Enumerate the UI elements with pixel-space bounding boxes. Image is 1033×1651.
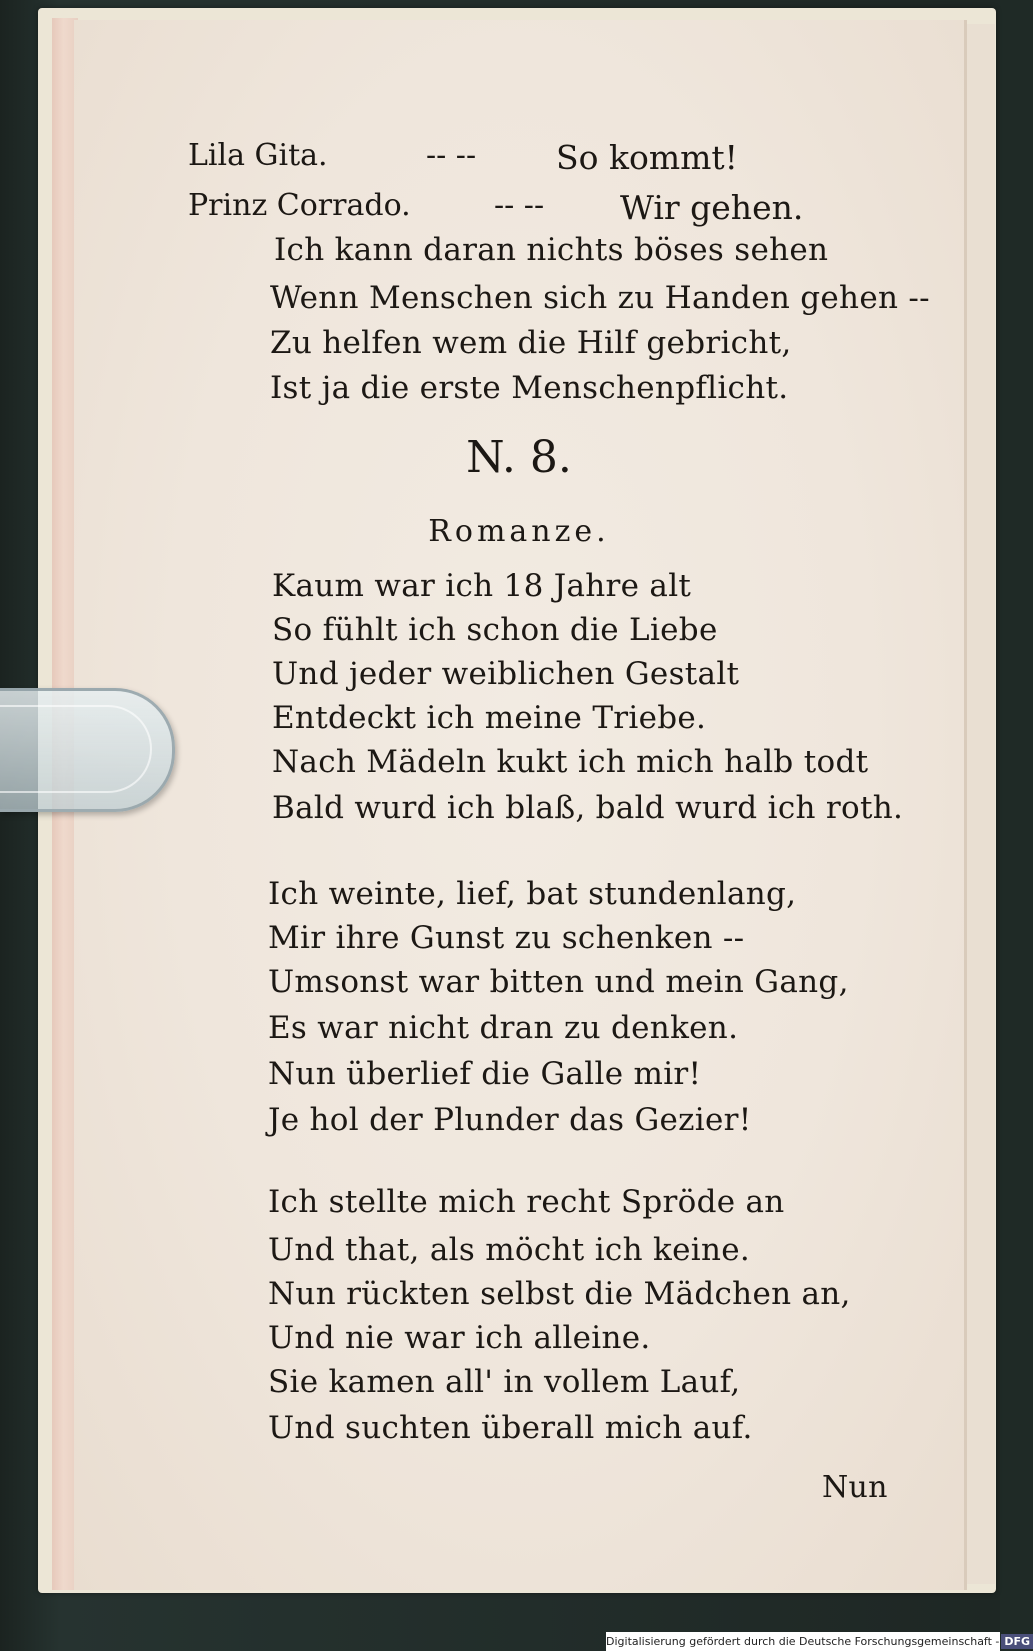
section-number: N. 8.: [466, 432, 572, 483]
stanza-3-line: Nun rückten selbst die Mädchen an,: [268, 1276, 851, 1312]
stanza-2-line: Ich weinte, lief, bat stundenlang,: [268, 876, 797, 912]
stanza-3-line: Und that, als möcht ich keine.: [268, 1232, 751, 1268]
verse-line: Ich kann daran nichts böses sehen: [274, 232, 829, 268]
stanza-3-line: Ich stellte mich recht Spröde an: [268, 1184, 785, 1220]
catchword: Nun: [822, 1470, 888, 1505]
stanza-2-line: Es war nicht dran zu denken.: [268, 1010, 739, 1046]
speaker-name: Lila Gita.: [188, 138, 328, 173]
book-page: [74, 20, 967, 1590]
page-clip-highlight: [0, 705, 152, 793]
verse-line: Ist ja die erste Menschenpflicht.: [270, 370, 789, 406]
stanza-1-line: Kaum war ich 18 Jahre alt: [272, 568, 692, 604]
speaker-speech: Wir gehen.: [620, 188, 804, 227]
digitization-credit: [606, 1632, 1031, 1651]
credit-text: Digitalisierung gefördert durch die Deutsche Forschungsgemeinschaft -: [606, 1635, 1000, 1648]
speaker-name: Prinz Corrado.: [188, 188, 411, 223]
stanza-3-line: Sie kamen all' in vollem Lauf,: [268, 1364, 741, 1400]
speaker-dashes: -- --: [426, 138, 477, 173]
facing-page-edge: [964, 24, 995, 1584]
stanza-1-line: Bald wurd ich blaß, bald wurd ich roth.: [272, 790, 904, 826]
stanza-2-line: Je hol der Plunder das Gezier!: [268, 1102, 752, 1138]
stanza-2-line: Nun überlief die Galle mir!: [268, 1056, 702, 1092]
verse-line: Wenn Menschen sich zu Handen gehen --: [270, 280, 930, 316]
dfg-logo: DFG: [1001, 1634, 1033, 1649]
speaker-line-1: [188, 138, 328, 173]
stanza-1-line: Nach Mädeln kukt ich mich halb todt: [272, 744, 869, 780]
section-title: Romanze.: [428, 514, 610, 549]
speaker-speech: So kommt!: [556, 138, 738, 177]
stanza-2-line: Umsonst war bitten und mein Gang,: [268, 964, 849, 1000]
stanza-3-line: Und nie war ich alleine.: [268, 1320, 651, 1356]
verse-line: Zu helfen wem die Hilf gebricht,: [270, 325, 792, 361]
stanza-1-line: Und jeder weiblichen Gestalt: [272, 656, 740, 692]
stanza-2-line: Mir ihre Gunst zu schenken --: [268, 920, 745, 956]
speaker-dashes: -- --: [494, 188, 545, 223]
stanza-1-line: Entdeckt ich meine Triebe.: [272, 700, 707, 736]
stanza-1-line: So fühlt ich schon die Liebe: [272, 612, 718, 648]
stanza-3-line: Und suchten überall mich auf.: [268, 1410, 753, 1446]
speaker-line-2: [188, 188, 411, 223]
